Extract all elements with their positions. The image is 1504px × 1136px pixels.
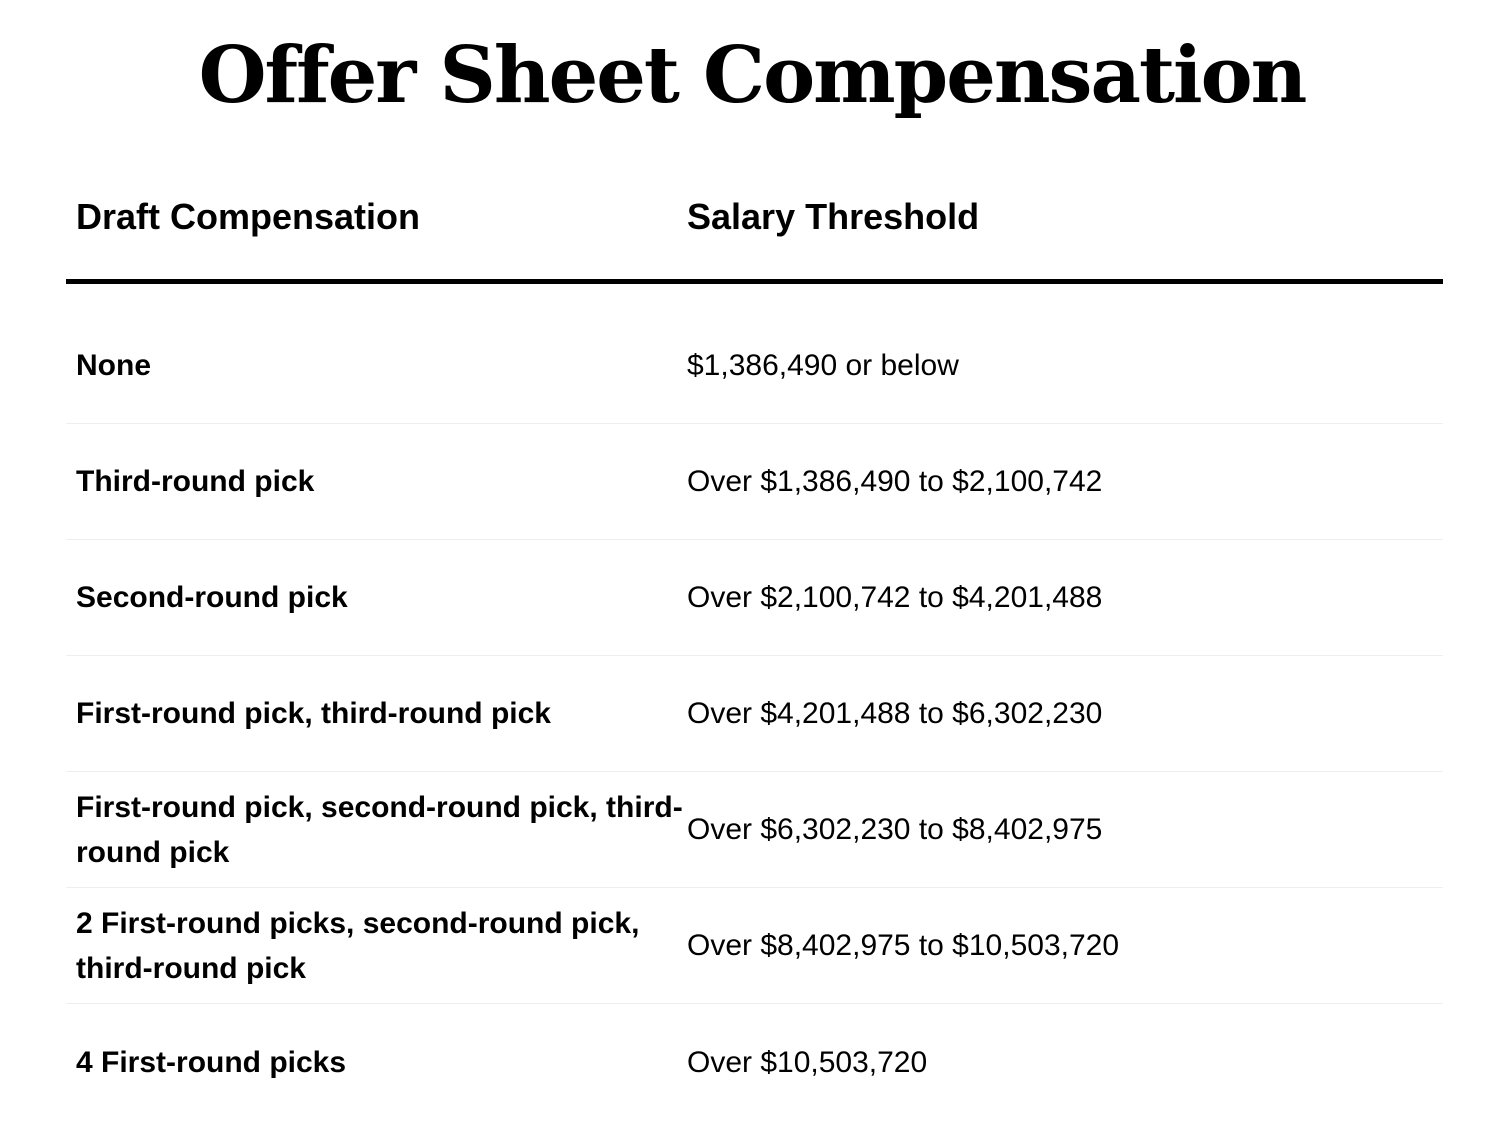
header-salary-threshold: Salary Threshold [687, 195, 980, 237]
draft-compensation-cell: First-round pick, third-round pick [76, 697, 551, 730]
header-draft-compensation: Draft Compensation [76, 195, 421, 237]
draft-compensation-cell: 2 First-round picks, second-round pick, third-round pick [76, 906, 640, 985]
table-row [66, 540, 1443, 656]
table-body [66, 308, 1443, 1120]
salary-threshold-cell: Over $1,386,490 to $2,100,742 [687, 465, 1103, 498]
table-row [66, 888, 1443, 1004]
salary-threshold-cell: Over $6,302,230 to $8,402,975 [687, 813, 1103, 846]
table-row [66, 424, 1443, 540]
draft-compensation-cell: None [76, 349, 151, 382]
salary-threshold-cell: Over $2,100,742 to $4,201,488 [687, 581, 1103, 614]
table-row [66, 772, 1443, 888]
draft-compensation-cell: First-round pick, second-round pick, third-round pick [76, 790, 683, 869]
table-row [66, 308, 1443, 424]
draft-compensation-cell: Second-round pick [76, 581, 348, 614]
draft-compensation-cell: Third-round pick [76, 465, 315, 498]
table-row [66, 656, 1443, 772]
salary-threshold-cell: Over $4,201,488 to $6,302,230 [687, 697, 1103, 730]
compensation-table [66, 150, 1443, 1120]
salary-threshold-cell: Over $10,503,720 [687, 1045, 928, 1079]
draft-compensation-cell: 4 First-round picks [76, 1045, 347, 1079]
table-header [66, 150, 1443, 284]
salary-threshold-cell: Over $8,402,975 to $10,503,720 [687, 929, 1120, 962]
page-title: Offer Sheet Compensation [198, 30, 1306, 121]
table-row [66, 1004, 1443, 1120]
salary-threshold-cell: $1,386,490 or below [687, 349, 959, 382]
